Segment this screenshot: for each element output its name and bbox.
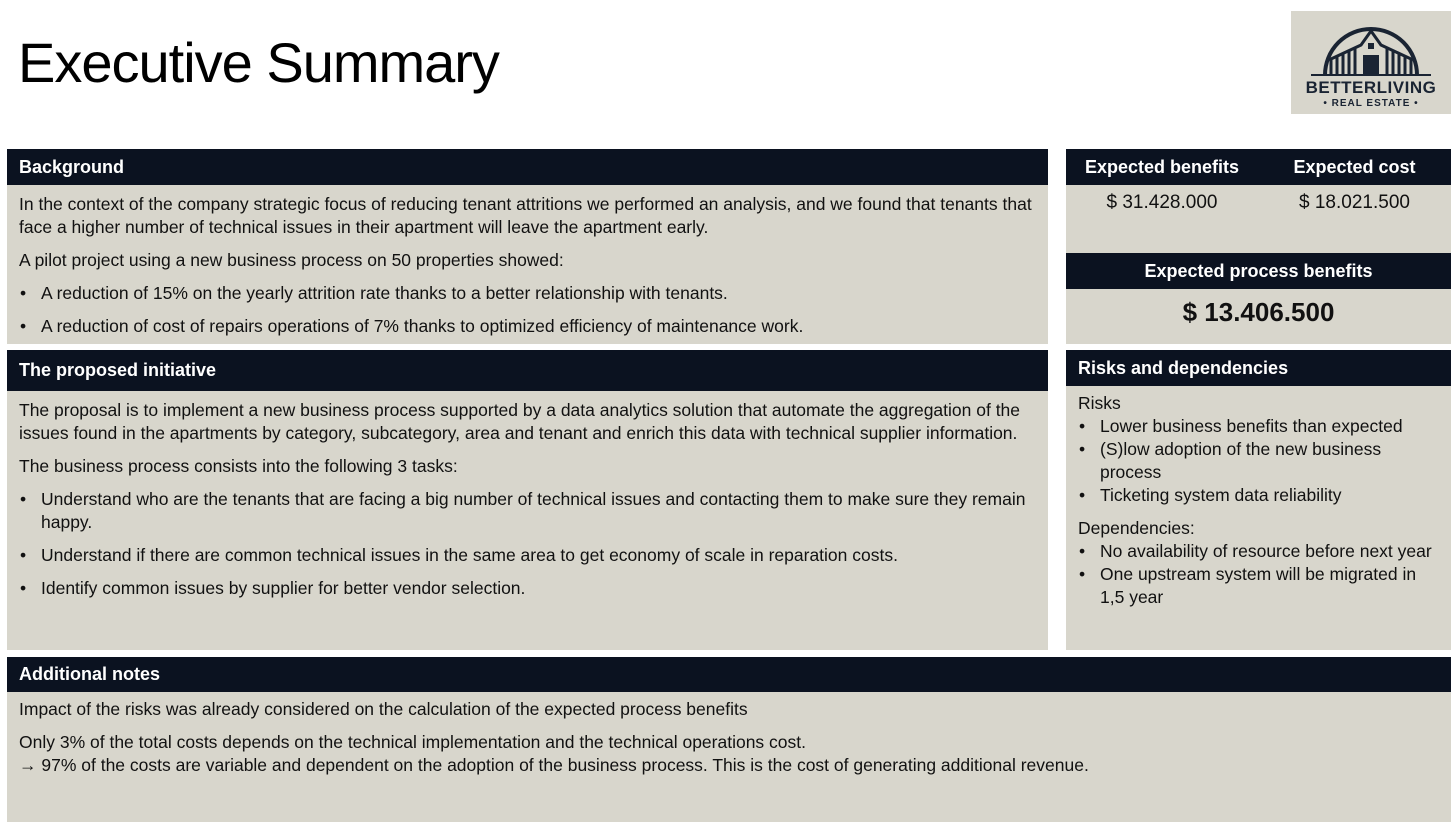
list-item: • One upstream system will be migrated in 1,5 year xyxy=(1078,563,1439,609)
risks-panel xyxy=(1066,386,1451,650)
process-benefits-panel xyxy=(1066,289,1451,344)
page-title: Executive Summary xyxy=(18,31,499,94)
notes-paragraph-3: → 97% of the costs are variable and dependent on the adoption of the business process. This is the cost of generating additional revenue. xyxy=(19,755,1089,775)
list-item: • Understand who are the tenants that are facing a big number of technical issues and contacting them to make sure they remain happy. xyxy=(19,488,1036,534)
list-item: • A reduction of cost of repairs operations of 7% thanks to optimized efficiency of maintenance work. xyxy=(19,315,1036,338)
list-item: • Ticketing system data reliability xyxy=(1078,484,1439,507)
list-item: • Understand if there are common technical issues in the same area to get economy of scale in reparation costs. xyxy=(19,544,1036,567)
list-item: • A reduction of 15% on the yearly attrition rate thanks to a better relationship with tenants. xyxy=(19,282,1036,305)
expected-cost-header: Expected cost xyxy=(1293,156,1416,177)
company-logo xyxy=(1291,11,1451,114)
expected-benefits-value: $ 31.428.000 xyxy=(1106,192,1218,213)
background-paragraph-1: In the context of the company strategic focus of reducing tenant attritions we performed an analysis, and we found that tenants that face a higher number of technical issues in their apartment will leave the apartment early. xyxy=(19,194,1032,237)
process-benefits-value: $ 13.406.500 xyxy=(1182,297,1335,327)
initiative-panel xyxy=(7,391,1048,650)
risks-list xyxy=(1078,415,1439,507)
background-header: Background xyxy=(7,149,1048,185)
initiative-paragraph-1: The proposal is to implement a new business process supported by a data analytics solution that automate the aggregation of the issues found in the apartments by category, subcategory, area and tenant and enrich this data with technical supplier information. xyxy=(19,400,1021,443)
process-benefits-header: Expected process benefits xyxy=(1066,253,1451,289)
benefits-header-row xyxy=(1066,149,1451,185)
initiative-bullets xyxy=(19,488,1036,600)
expected-benefits-header: Expected benefits xyxy=(1084,156,1240,177)
dependencies-list xyxy=(1078,540,1439,609)
notes-paragraph-2: Only 3% of the total costs depends on the technical implementation and the technical operations cost. xyxy=(19,732,807,752)
notes-panel xyxy=(7,692,1451,822)
initiative-header: The proposed initiative xyxy=(7,350,1048,391)
notes-header: Additional notes xyxy=(7,657,1451,692)
house-logo-icon xyxy=(1291,11,1451,81)
expected-cost-value: $ 18.021.500 xyxy=(1299,192,1410,213)
list-item: • No availability of resource before next year xyxy=(1078,540,1439,563)
dependencies-label: Dependencies: xyxy=(1078,518,1195,538)
benefits-values-panel xyxy=(1066,185,1451,253)
background-paragraph-2: A pilot project using a new business process on 50 properties showed: xyxy=(19,250,564,270)
background-panel xyxy=(7,185,1048,344)
logo-sub-text: • REAL ESTATE • xyxy=(1323,98,1419,109)
risks-header: Risks and dependencies xyxy=(1066,350,1451,386)
list-item: • (S)low adoption of the new business process xyxy=(1078,438,1439,484)
background-bullets xyxy=(19,282,1036,338)
list-item: • Identify common issues by supplier for better vendor selection. xyxy=(19,577,1036,600)
initiative-paragraph-2: The business process consists into the following 3 tasks: xyxy=(19,456,458,476)
notes-paragraph-1: Impact of the risks was already considered on the calculation of the expected process benefits xyxy=(19,699,748,719)
logo-brand-text: BETTERLIVING xyxy=(1305,78,1437,97)
list-item: • Lower business benefits than expected xyxy=(1078,415,1439,438)
risks-label: Risks xyxy=(1078,393,1121,413)
